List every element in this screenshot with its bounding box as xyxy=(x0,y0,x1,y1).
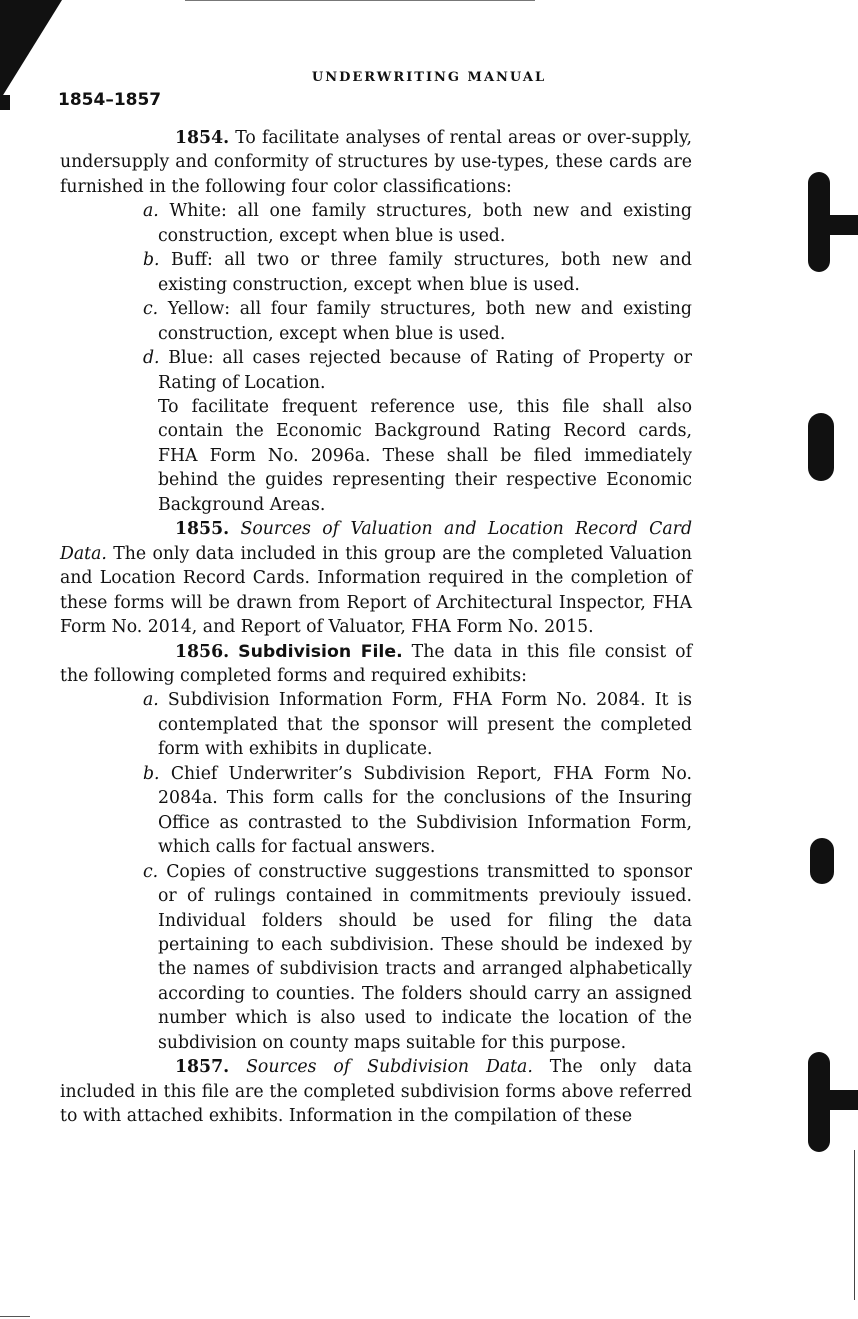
section-title: Subdivision File. xyxy=(238,641,403,662)
item-text: Blue: all cases rejected because of Rating of Property or Rating of Location. xyxy=(158,348,692,393)
top-edge-rule xyxy=(185,0,535,1)
section-range: 1854–1857 xyxy=(58,90,162,110)
page-corner-mark-tail xyxy=(0,95,10,110)
list-item xyxy=(60,688,692,761)
section-number: 1856. xyxy=(175,641,230,662)
item-text: Yellow: all four family structures, both new and existing construction, except when blue is used. xyxy=(158,299,692,344)
section-text: The only data included in this group are the completed Valuation and Location Record Cards. Information required in the completion of these forms will be drawn from Report of Architectural Inspector, FHA Form No. 2014, and Report of Valuator, FHA Form No. 2015. xyxy=(60,543,692,638)
section-title: Sources of Valuation and Location Record Card Data. xyxy=(60,519,693,564)
item-letter: a. xyxy=(143,201,159,222)
item-letter: c. xyxy=(143,299,159,320)
note-paragraph: To facilitate frequent reference use, this file shall also contain the Economic Background Rating Record cards, FHA Form No. 2096a. These shall be filed immediately behind the guides representing their respective Economic Background Areas. xyxy=(158,396,692,515)
section-number: 1855. xyxy=(175,519,230,540)
page-body xyxy=(60,126,692,1129)
item-text: Subdivision Information Form, FHA Form No. 2084. It is contemplated that the sponsor will present the completed form with exhibits in duplicate. xyxy=(158,690,692,760)
list-item xyxy=(60,860,692,1056)
section-text: To facilitate analyses of rental areas or over-supply, undersupply and conformity of structures by use-types, these cards are furnished in the following four color classifications: xyxy=(60,128,692,197)
item-text: White: all one family structures, both new and existing construction, except when blue is used. xyxy=(158,201,692,246)
paragraph-1857 xyxy=(60,1055,692,1128)
page-corner-mark xyxy=(0,0,62,100)
list-item xyxy=(60,248,692,297)
list-item xyxy=(60,199,692,248)
paragraph-1856 xyxy=(60,640,692,689)
section-title: Sources of Subdivision Data. xyxy=(246,1057,533,1078)
item-letter: b. xyxy=(143,250,160,271)
item-text: Chief Underwriter’s Subdivision Report, FHA Form No. 2084a. This form calls for the conclusions of the Insuring Office as contrasted to the Subdivision Information Form, which calls for factual answers. xyxy=(158,763,692,858)
page-edge-line xyxy=(854,1150,855,1300)
item-letter: b. xyxy=(143,763,160,784)
bottom-edge-mark xyxy=(0,1316,30,1317)
section-text: The only data included in this file are the completed subdivision forms above referred to with attached exhibits. Information in the compilation of these xyxy=(60,1057,692,1127)
paragraph-1855 xyxy=(60,517,692,639)
item-letter: a. xyxy=(143,690,159,711)
section-text: The data in this file consist of the following completed forms and required exhibits: xyxy=(60,641,692,686)
list-item xyxy=(60,297,692,346)
item-letter: d. xyxy=(143,348,160,369)
binder-hole-mark xyxy=(808,215,858,235)
section-number: 1857. xyxy=(175,1057,230,1078)
binder-hole-mark xyxy=(810,838,834,884)
list-item xyxy=(60,762,692,860)
item-text: Buff: all two or three family structures, both new and existing construction, except when blue is used. xyxy=(158,250,692,295)
section-number: 1854. xyxy=(175,128,230,148)
list-item xyxy=(60,346,692,395)
paragraph-1854 xyxy=(60,126,692,199)
item-text: Copies of constructive suggestions transmitted to sponsor or of rulings contained in commitments previouly issued. Individual folders should be used for filing the data pertaining to each subdivision. These should be indexed by the names of subdivision tracts and arranged alphabetically according to counties. The folders should carry an assigned number which is also used to indicate the location of the subdivision on county maps suitable for this purpose. xyxy=(158,861,692,1053)
item-letter: c. xyxy=(143,861,159,882)
binder-hole-mark xyxy=(808,413,834,481)
running-header: UNDERWRITING MANUAL xyxy=(311,70,547,85)
binder-hole-mark xyxy=(808,1090,858,1110)
